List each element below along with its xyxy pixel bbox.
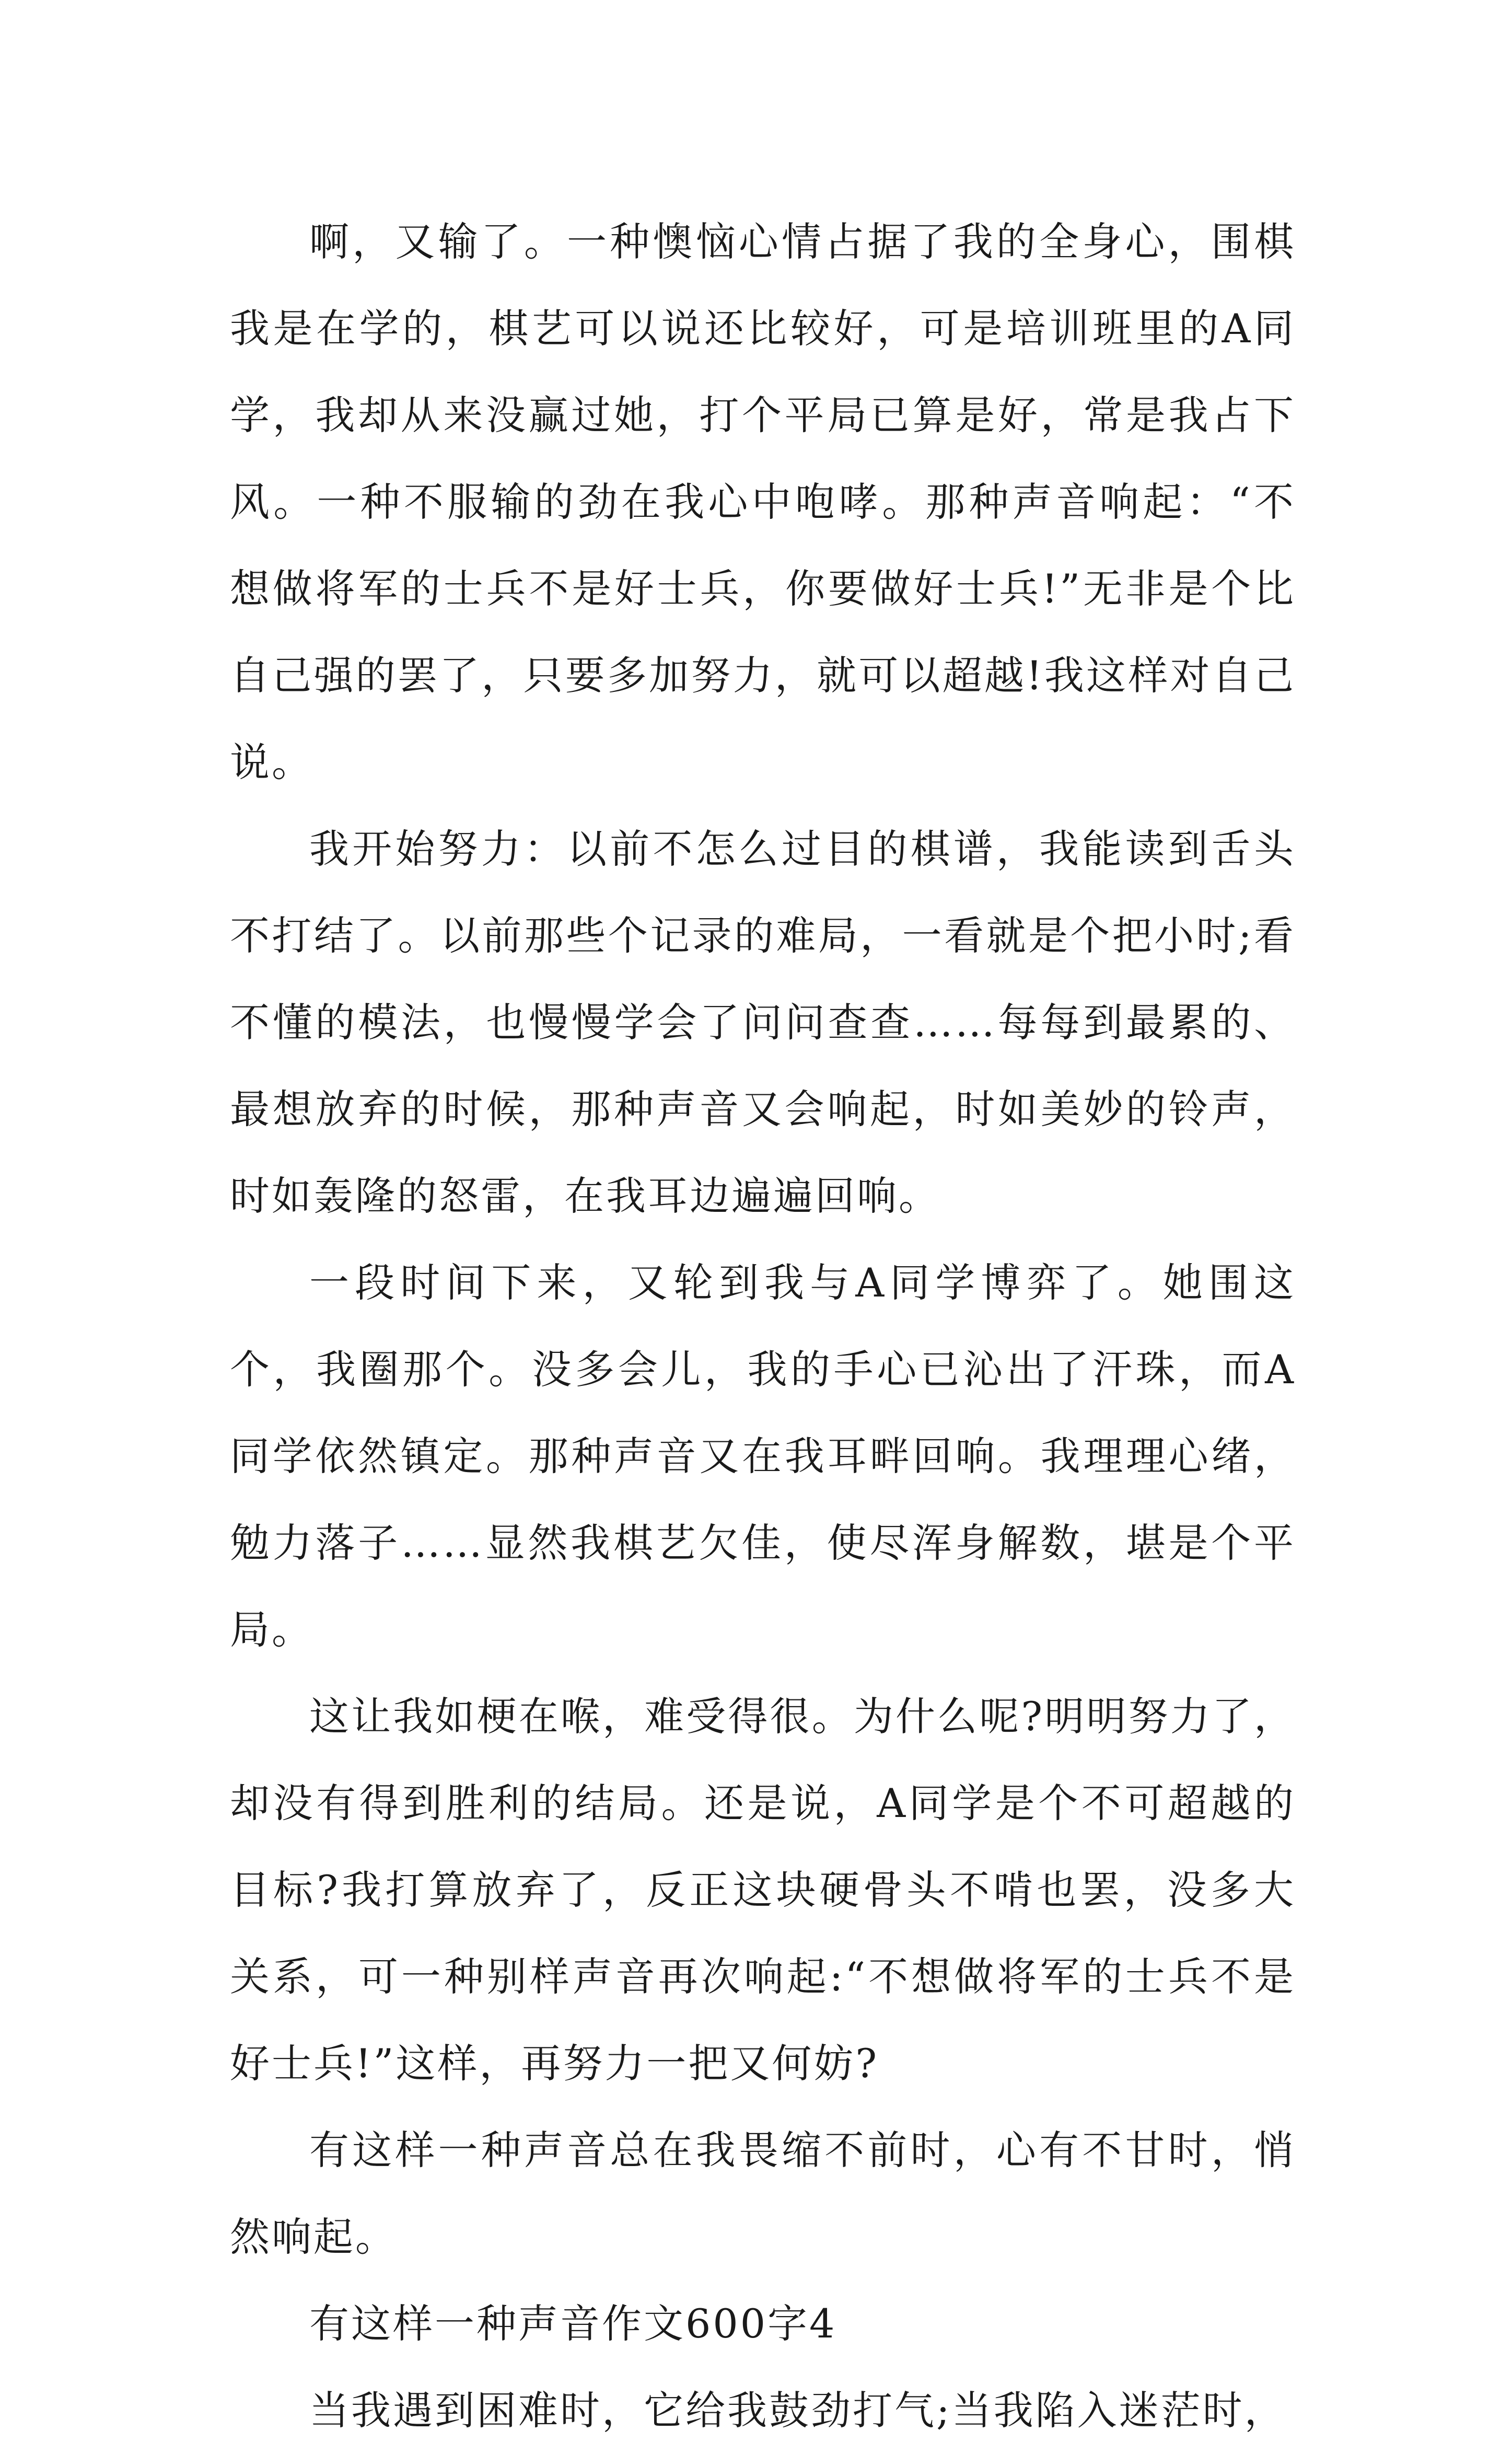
paragraph-2: 我开始努力：以前不怎么过目的棋谱，我能读到舌头不打结了。以前那些个记录的难局，一看就是个把小时;看不懂的模法，也慢慢学会了问问查查……每每到最累的、最想放弃的时候，那种声音又会响起，时如美妙的铃声，时如轰隆的怒雷，在我耳边遍遍回响。 (230, 826, 1296, 1219)
paragraph-3: 一段时间下来，又轮到我与A同学博弈了。她围这个，我圈那个。没多会儿，我的手心已沁出了汗珠，而A同学依然镇定。那种声音又在我耳畔回响。我理理心绪，勉力落子……显然我棋艺欠佳，使尽浑身解数，堪是个平局。 (230, 1259, 1296, 1653)
document-body (230, 199, 1296, 2454)
paragraph-1: 啊，又输了。一种懊恼心情占据了我的全身心，围棋我是在学的，棋艺可以说还比较好，可是培训班里的A同学，我却从来没赢过她，打个平局已算是好，常是我占下风。一种不服输的劲在我心中咆哮。那种声音响起：“不想做将军的士兵不是好士兵，你要做好士兵!”无非是个比自己强的罢了，只要多加努力，就可以超越!我这样对自己说。 (230, 218, 1296, 785)
paragraph-6: 当我遇到困难时，它给我鼓劲打气;当我陷入迷茫时， (309, 2387, 1286, 2434)
section-heading: 有这样一种声音作文600字4 (309, 2300, 837, 2347)
paragraph-5: 有这样一种声音总在我畏缩不前时，心有不甘时，悄然响起。 (230, 2127, 1296, 2260)
paragraph-4: 这让我如梗在喉，难受得很。为什么呢?明明努力了，却没有得到胜利的结局。还是说，A同学是个不可超越的目标?我打算放弃了，反正这块硬骨头不啃也罢，没多大关系，可一种别样声音再次响起:“不想做将军的士兵不是好士兵!”这样，再努力一把又何妨? (230, 1693, 1296, 2087)
